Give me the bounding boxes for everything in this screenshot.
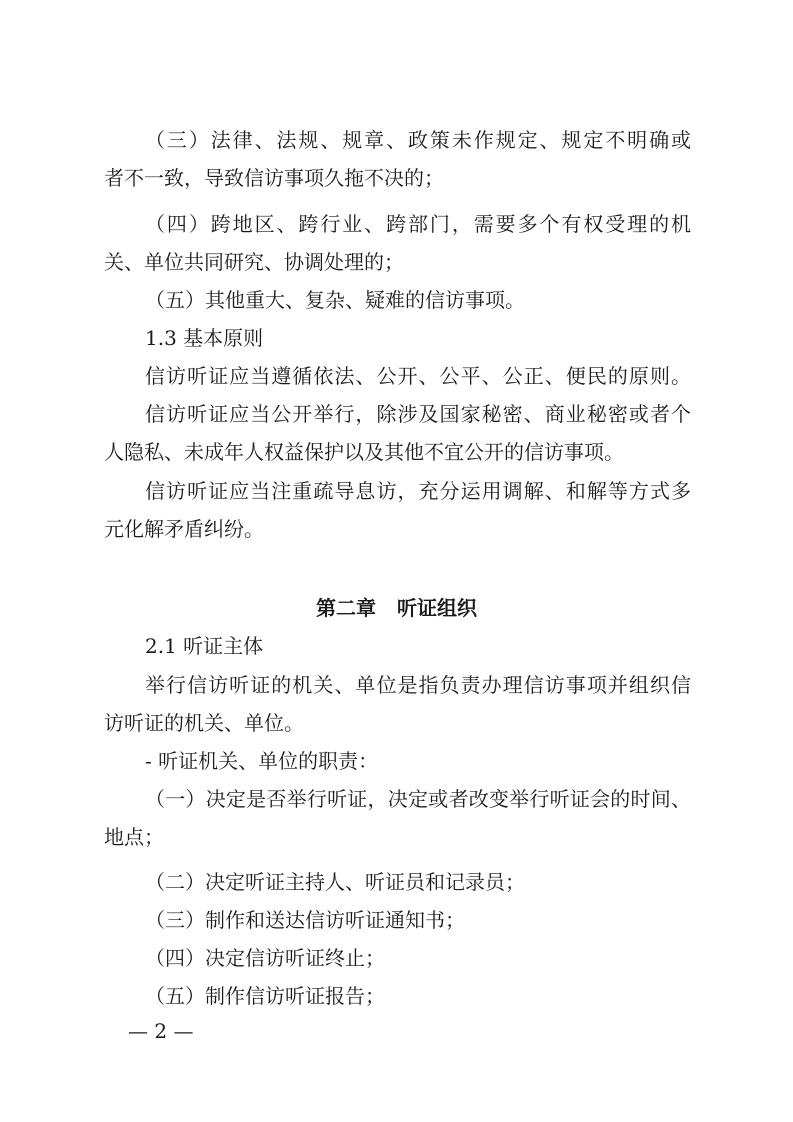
paragraph-line: （五）其他重大、复杂、疑难的信访事项。 — [145, 288, 525, 312]
paragraph-line: 者不一致，导致信访事项久拖不决的； — [104, 166, 444, 190]
paragraph-line: （三）法律、法规、规章、政策未作规定、规定不明确或 — [145, 128, 691, 152]
paragraph-line: 信访听证应当注重疏导息访，充分运用调解、和解等方式多 — [145, 479, 691, 503]
page-number: — 2 — — [128, 1019, 194, 1043]
paragraph-line: 人隐私、未成年人权益保护以及其他不宜公开的信访事项。 — [104, 440, 624, 464]
paragraph-line: 地点； — [104, 825, 164, 849]
list-item: （一）决定是否举行听证，决定或者改变举行听证会的时间、 — [145, 787, 691, 811]
section-heading: 2.1 听证主体 — [145, 634, 264, 658]
paragraph-line: 关、单位共同研究、协调处理的； — [104, 250, 404, 274]
paragraph-line: 举行信访听证的机关、单位是指负责办理信访事项并组织信 — [145, 673, 691, 697]
paragraph-line: （四）跨地区、跨行业、跨部门，需要多个有权受理的机 — [145, 212, 691, 236]
list-item: （四）决定信访听证终止； — [145, 946, 385, 970]
section-heading: 1.3 基本原则 — [145, 326, 264, 350]
chapter-title: 第二章 听证组织 — [316, 596, 477, 620]
paragraph-line: 访听证的机关、单位。 — [104, 711, 304, 735]
paragraph-line: 信访听证应当公开举行，除涉及国家秘密、商业秘密或者个 — [145, 402, 691, 426]
paragraph-line: - 听证机关、单位的职责： — [145, 749, 379, 773]
list-item: （三）制作和送达信访听证通知书； — [145, 908, 465, 932]
paragraph-line: 元化解矛盾纠纷。 — [104, 517, 264, 541]
list-item: （二）决定听证主持人、听证员和记录员； — [145, 870, 525, 894]
paragraph-line: 信访听证应当遵循依法、公开、公平、公正、便民的原则。 — [145, 364, 691, 388]
list-item: （五）制作信访听证报告； — [145, 984, 385, 1008]
